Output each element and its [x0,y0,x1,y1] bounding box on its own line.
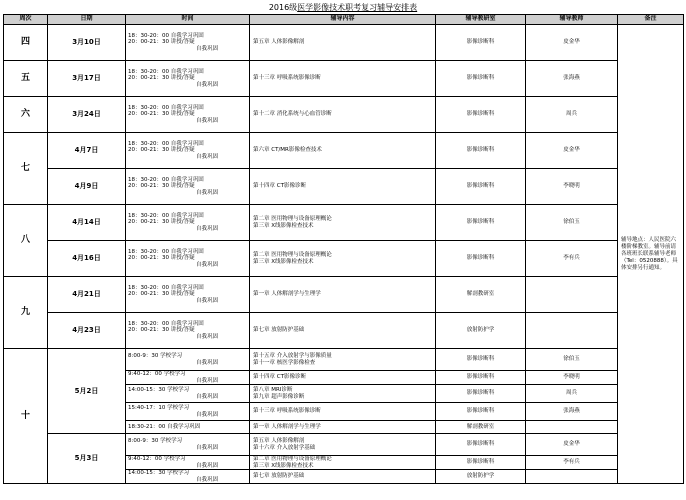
teacher-cell: 李晓明 [526,371,618,385]
teacher-cell: 徐伯玉 [526,349,618,371]
table-row [4,25,684,61]
content-line: 第十六章 介入放射学基础 [253,444,316,451]
table-row [4,205,684,241]
table-row [4,169,684,205]
content-line: 第八章 MRI诊断 [253,387,293,393]
time-line: 8:00-9：30 学校学习 [128,353,183,359]
date-cell: 4月16日 [48,241,126,277]
room-cell: 影像诊断科 [436,25,526,61]
time-line: 20：00-21：30 讲授/答疑 [128,327,195,334]
time-line: 14:00-15：30 学校学习 [128,470,190,476]
content-line: 第七章 放射防护基础 [253,327,305,334]
header-teacher: 辅导教师 [526,15,618,25]
time-line: 自我巩固 [196,81,219,88]
content-line: 第十二章 消化系统与心血管诊断 [253,111,332,118]
time-line: 20：00-21：30 讲授/答疑 [128,75,195,82]
time-line: 自我巩固 [196,153,219,160]
time-cell [126,371,250,385]
content-line: 第七章 放射防护基础 [253,473,305,480]
date-cell: 4月14日 [48,205,126,241]
content-line: 第十三章 呼吸系统影像诊断 [253,75,321,82]
time-cell [126,385,250,403]
room-cell: 影像诊断科 [436,205,526,241]
time-cell [126,241,250,277]
date-cell: 5月3日 [48,434,126,484]
room-cell: 放射防护学 [436,470,526,484]
content-line: 第一章 人体解剖学与生理学 [253,291,321,298]
header-note: 备注 [618,15,684,25]
teacher-cell: 徐伯玉 [526,205,618,241]
header-week: 周次 [4,15,48,25]
time-line: 20：00-21：30 讲授/答疑 [128,183,195,190]
date-cell: 4月21日 [48,277,126,313]
content-line: 第十三章 呼吸系统影像诊断 [253,408,321,415]
time-cell [126,25,250,61]
time-cell [126,277,250,313]
time-line: 自我巩固 [196,476,219,483]
teacher-cell: 李晓明 [526,169,618,205]
week-cell: 九 [4,277,48,349]
table-row [4,61,684,97]
content-cell [250,205,436,241]
time-cell [126,61,250,97]
teacher-cell: 李有兵 [526,456,618,470]
time-line: 8:00-9：30 学校学习 [128,438,183,444]
content-cell [250,277,436,313]
date-cell: 4月23日 [48,313,126,349]
content-line: 第三章 X线影像检查技术 [253,258,314,265]
time-cell [126,205,250,241]
table-row [4,241,684,277]
content-cell [250,403,436,421]
content-cell [250,456,436,470]
time-line: 自我巩固 [196,359,219,366]
time-cell [126,456,250,470]
room-cell: 解剖教研室 [436,277,526,313]
time-line: 20：00-21：30 讲授/答疑 [128,39,195,46]
content-cell [250,25,436,61]
table-row [4,277,684,313]
date-cell: 4月7日 [48,133,126,169]
time-line: 自我巩固 [196,444,219,451]
teacher-cell: 张海燕 [526,403,618,421]
time-line: 自我巩固 [196,333,219,340]
time-line: 20：00-21：30 讲授/答疑 [128,111,195,118]
table-row [4,313,684,349]
content-cell [250,61,436,97]
teacher-cell: 皮金华 [526,25,618,61]
content-cell [250,313,436,349]
room-cell: 影像诊断科 [436,133,526,169]
room-cell: 影像诊断科 [436,61,526,97]
content-line: 第二章 医用物理与设备原理概论 [253,216,332,222]
content-line: 第十五章 介入放射学与影像质量 [253,353,332,359]
room-cell: 影像诊断科 [436,403,526,421]
time-cell [126,133,250,169]
table-row [4,97,684,133]
room-cell: 影像诊断科 [436,97,526,133]
title-prefix: 2016级 [268,3,298,12]
teacher-cell [526,313,618,349]
content-line: 第三章 X线影像检查技术 [253,222,314,229]
content-cell [250,169,436,205]
time-line: 18：30-20：00 自我学习巩固 [128,212,204,219]
room-cell: 影像诊断科 [436,371,526,385]
time-line: 18：30-20：00 自我学习巩固 [128,248,204,255]
time-line: 自我巩固 [196,225,219,232]
time-line: 自我巩固 [196,377,219,384]
time-line: 18：30-20：00 自我学习巩固 [128,68,204,75]
time-line: 15:40-17：10 学校学习 [128,405,190,411]
time-line: 14:00-15：30 学校学习 [128,387,190,393]
content-line: 第九章 超声影像诊断 [253,393,305,400]
teacher-cell [526,277,618,313]
time-line: 18：30-20：00 自我学习巩固 [128,320,204,327]
room-cell: 影像诊断科 [436,169,526,205]
schedule-body [4,25,684,484]
time-line: 9:40-12：00 学校学习 [128,371,186,377]
content-cell [250,434,436,456]
time-cell [126,434,250,456]
note-cell: 辅导地点：人民医院六楼阶梯教室。辅导前请各班班长联系辅导老师（Tel：0520888）。具体安排另行通知。 [618,25,684,484]
time-line: 20：00-21：30 讲授/答疑 [128,147,195,154]
date-cell: 3月10日 [48,25,126,61]
content-line: 第三章 X线影像检查技术 [253,462,314,469]
header-date: 日期 [48,15,126,25]
time-cell [126,421,250,434]
content-line: 第六章 CT/MR影像检查技术 [253,147,322,154]
time-line: 18：30-20：00 自我学习巩固 [128,32,204,39]
teacher-cell [526,470,618,484]
week-cell: 五 [4,61,48,97]
time-cell [126,313,250,349]
content-line: 第二章 医用物理与设备原理概论 [253,456,332,462]
header-row [4,15,684,25]
content-cell [250,241,436,277]
time-line: 18：30-20：00 自我学习巩固 [128,284,204,291]
room-cell: 影像诊断科 [436,456,526,470]
teacher-cell: 张海燕 [526,61,618,97]
time-cell [126,403,250,421]
table-row [4,133,684,169]
time-line: 自我巩固 [196,45,219,52]
time-cell [126,349,250,371]
date-cell: 5月2日 [48,349,126,434]
room-cell: 解剖教研室 [436,421,526,434]
teacher-cell: 周兵 [526,97,618,133]
content-cell [250,371,436,385]
header-content: 辅导内容 [250,15,436,25]
teacher-cell: 皮金华 [526,133,618,169]
date-cell: 4月9日 [48,169,126,205]
content-line: 第五章 人体影像解剖 [253,438,305,444]
content-line: 第二章 医用物理与设备原理概论 [253,252,332,258]
date-cell: 3月24日 [48,97,126,133]
time-line: 自我巩固 [196,411,219,418]
time-line: 18：30-20：00 自我学习巩固 [128,176,204,183]
table-row [4,434,684,456]
content-cell [250,97,436,133]
content-cell [250,421,436,434]
room-cell: 影像诊断科 [436,349,526,371]
teacher-cell: 李有兵 [526,241,618,277]
time-cell [126,470,250,484]
title-suffix: 职考复习辅导安排表 [345,3,418,12]
content-line: 第五章 人体影像解剖 [253,39,305,46]
time-line: 20：00-21：30 讲授/答疑 [128,291,195,298]
time-line: 自我巩固 [196,117,219,124]
time-cell [126,169,250,205]
time-line: 自我巩固 [196,462,219,469]
content-line: 第十四章 CT影像诊断 [253,374,306,381]
time-line: 18：30-20：00 自我学习巩固 [128,140,204,147]
time-cell [126,97,250,133]
date-cell: 3月17日 [48,61,126,97]
week-cell: 四 [4,25,48,61]
room-cell: 影像诊断科 [436,241,526,277]
time-line: 18:30-21：00 自我学习巩固 [128,423,201,430]
header-room: 辅导教研室 [436,15,526,25]
time-line: 9:40-12：00 学校学习 [128,456,186,462]
time-line: 自我巩固 [196,261,219,268]
title-course: 医学影像技术 [297,3,346,12]
teacher-cell: 周兵 [526,385,618,403]
time-line: 20：00-21：30 讲授/答疑 [128,255,195,262]
time-line: 自我巩固 [196,297,219,304]
header-time: 时间 [126,15,250,25]
time-line: 自我巩固 [196,189,219,196]
schedule-table [3,14,684,484]
room-cell: 影像诊断科 [436,434,526,456]
teacher-cell [526,421,618,434]
content-cell [250,385,436,403]
room-cell: 放射防护学 [436,313,526,349]
time-line: 18：30-20：00 自我学习巩固 [128,104,204,111]
time-line: 20：00-21：30 讲授/答疑 [128,219,195,226]
table-row [4,349,684,371]
teacher-cell: 皮金华 [526,434,618,456]
content-cell [250,133,436,169]
content-line: 第十一章 核医学影像检查 [253,359,316,366]
content-line: 第一章 人体解剖学与生理学 [253,423,321,430]
content-line: 第十四章 CT影像诊断 [253,183,306,190]
document-title [3,2,683,13]
room-cell: 影像诊断科 [436,385,526,403]
week-cell: 七 [4,133,48,205]
content-cell [250,470,436,484]
week-cell: 八 [4,205,48,277]
time-line: 自我巩固 [196,393,219,400]
content-cell [250,349,436,371]
week-cell: 十 [4,349,48,484]
week-cell: 六 [4,97,48,133]
